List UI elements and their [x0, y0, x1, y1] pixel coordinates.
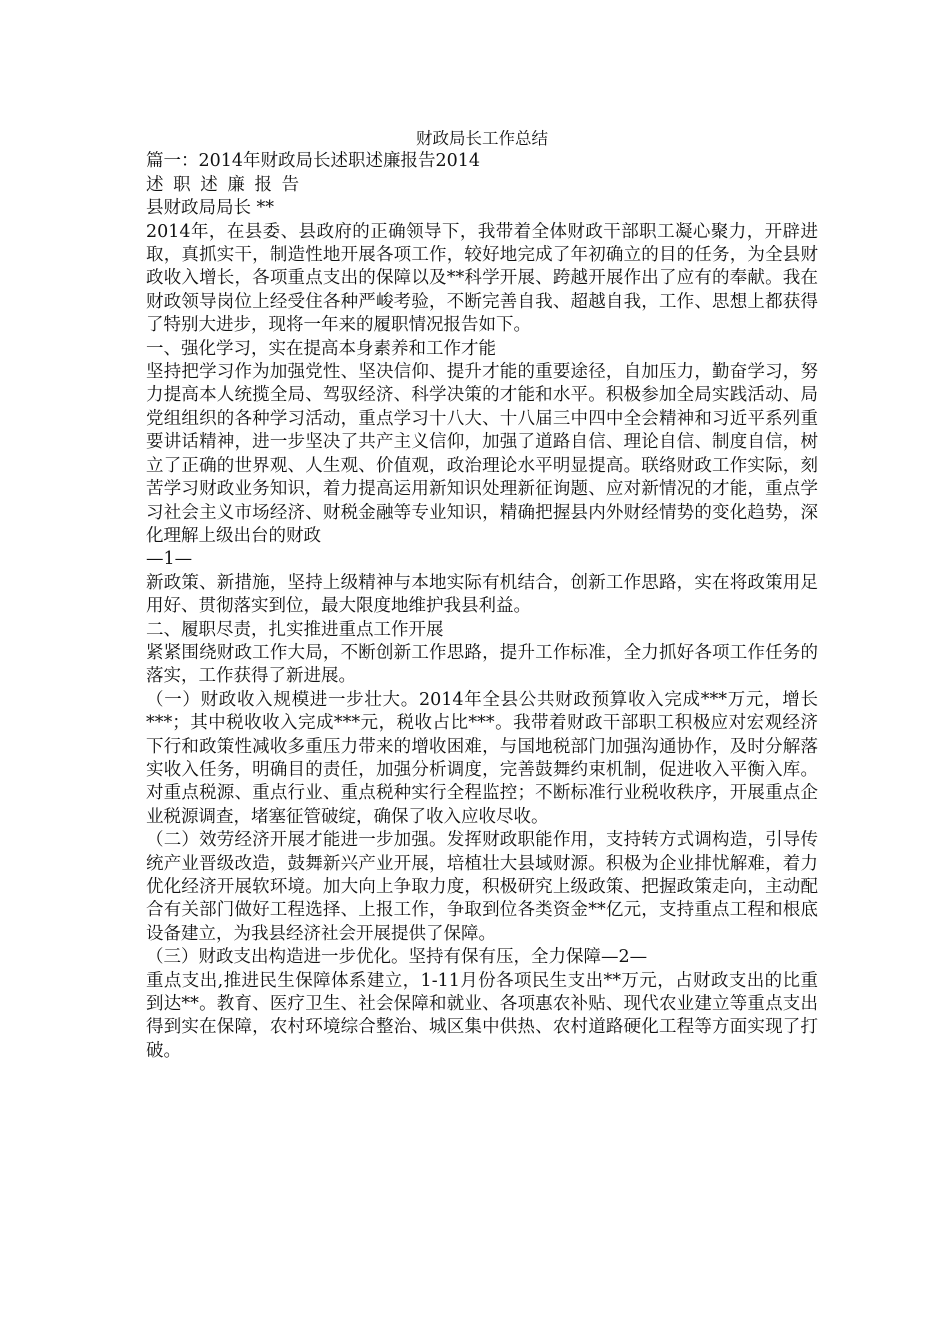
chapter-heading: 篇一：2014年财政局长述职述廉报告2014 — [146, 151, 481, 172]
section-2-paragraph: 紧紧围绕财政工作大局，不断创新工作思路，提升工作标准，全力抓好各项工作任务的落实，工作获得了新进展。 — [146, 642, 818, 687]
item-3-start: （三）财政支出构造进一步优化。坚持有保有压，全力保障—2— — [146, 947, 648, 968]
section-1-heading: 一、强化学习，实在提高本身素养和工作才能 — [146, 338, 496, 359]
page-marker-1: —1— — [146, 549, 193, 570]
item-1-paragraph: （一）财政收入规模进一步壮大。2014年全县公共财政预算收入完成***万元，增长***；其中税收收入完成***元，税收占比***。我带着财政干部职工积极应对宏观经济下行和政策性减收多重压力带来的增收困难，与国地税部门加强沟通协作，及时分解落实收入任务，明确目的责任，加强分析调度，完善鼓舞约束机制，促进收入平衡入库。对重点税源、重点行业、重点税种实行全程监控；不断标准行业税收秩序，开展重点企业税源调查，堵塞征管破绽，确保了收入应收尽收。 — [146, 689, 818, 827]
section-1-paragraph: 坚持把学习作为加强党性、坚决信仰、提升才能的重要途径，自加压力，勤奋学习，努力提高本人统揽全局、驾驭经济、科学决策的才能和水平。积极参加全局实践活动、局党组组织的各种学习活动，重点学习十八大、十八届三中四中全会精神和习近平系列重要讲话精神，进一步坚决了共产主义信仰，加强了道路自信、理论自信、制度自信，树立了正确的世界观、人生观、价值观，政治理论水平明显提高。联络财政工作实际，刻苦学习财政业务知识，着力提高运用新知识处理新征询题、应对新情况的才能，重点学习社会主义市场经济、财税金融等专业知识，精确把握县内外财经情势的变化趋势，深化理解上级出台的财政 — [146, 362, 818, 546]
report-label: 述职述廉报告 — [146, 174, 309, 195]
document-title: 财政局长工作总结 — [416, 129, 548, 148]
item-2-paragraph: （二）效劳经济开展才能进一步加强。发挥财政职能作用，支持转方式调构造，引导传统产业晋级改造，鼓舞新兴产业开展，培植壮大县域财源。积极为企业排忧解难，着力优化经济开展软环境。加大向上争取力度，积极研究上级政策、把握政策走向，主动配合有关部门做好工程选择、上报工作，争取到位各类资金**亿元，支持重点工程和根底设备建立，为我县经济社会开展提供了保障。 — [146, 830, 818, 944]
document-body — [146, 127, 818, 1063]
author-line: 县财政局局长 ** — [146, 198, 275, 219]
item-3-continuation: 重点支出,推进民生保障体系建立，1-11月份各项民生支出**万元，占财政支出的比重到达**。教育、医疗卫生、社会保障和就业、各项惠农补贴、现代农业建立等重点支出得到实在保障，农村环境综合整治、城区集中供热、农村道路硬化工程等方面实现了打破。 — [146, 970, 818, 1061]
intro-paragraph: 2014年，在县委、县政府的正确领导下，我带着全体财政干部职工凝心聚力，开辟进取，真抓实干，制造性地开展各项工作，较好地完成了年初确立的目的任务，为全县财政收入增长，各项重点支出的保障以及**科学开展、跨越开展作出了应有的奉献。我在财政领导岗位上经受住各种严峻考验，不断完善自我、超越自我，工作、思想上都获得了特别大进步，现将一年来的履职情况报告如下。 — [146, 221, 818, 336]
section-2-heading: 二、履职尽责，扎实推进重点工作开展 — [146, 619, 444, 640]
section-1-continuation: 新政策、新措施，坚持上级精神与本地实际有机结合，创新工作思路，实在将政策用足用好、贯彻落实到位，最大限度地维护我县利益。 — [146, 572, 818, 617]
